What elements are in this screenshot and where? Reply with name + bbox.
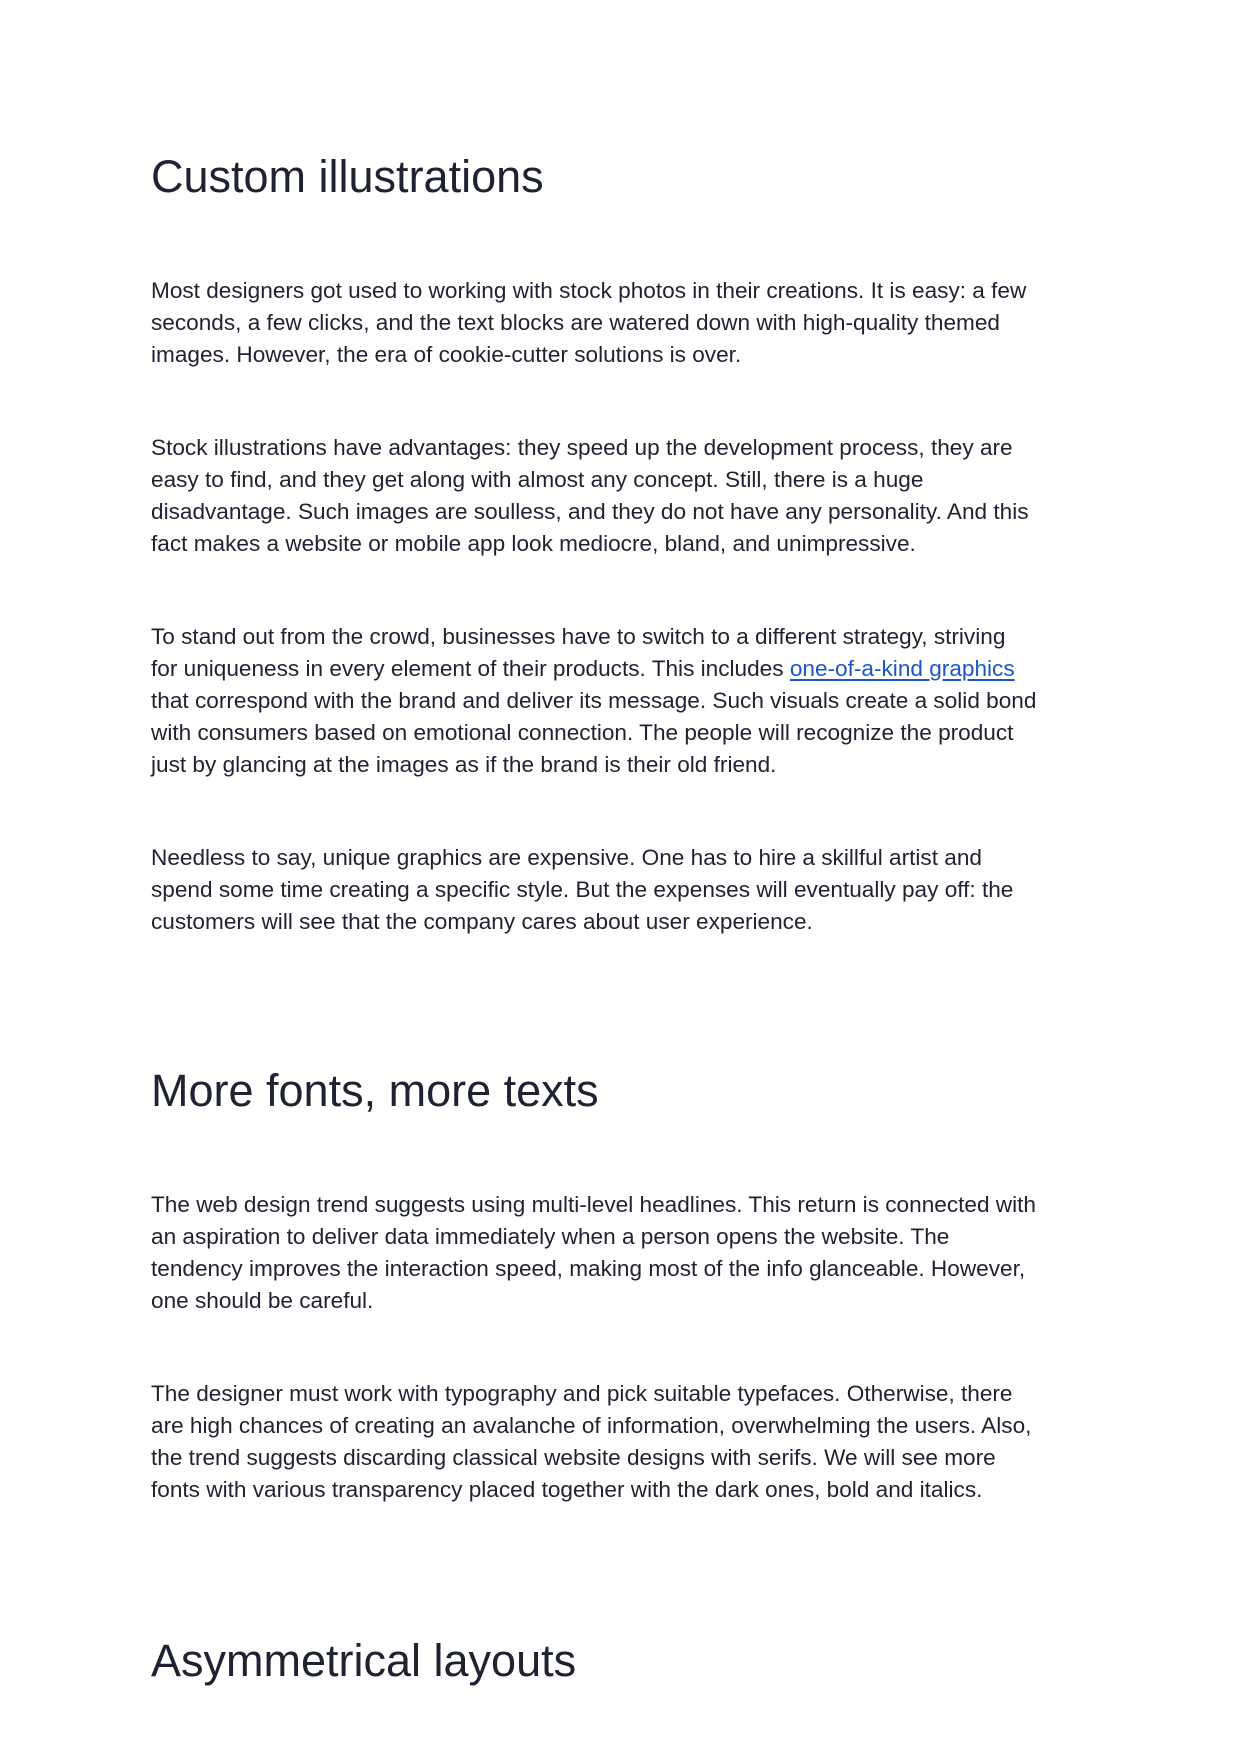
paragraph-multi-level-headlines bbox=[151, 1189, 1101, 1317]
heading-asymmetrical-layouts: Asymmetrical layouts bbox=[151, 1635, 577, 1686]
paragraph-stand-out bbox=[151, 621, 1101, 781]
text-line: images. However, the era of cookie-cutter solutions is over. bbox=[151, 342, 742, 367]
one-of-a-kind-graphics-link[interactable]: one-of-a-kind graphics bbox=[789, 656, 1015, 681]
text-line: The web design trend suggests using multi-level headlines. This return is connected with bbox=[151, 1192, 1036, 1217]
text-line: Most designers got used to working with stock photos in their creations. It is easy: a few bbox=[151, 278, 1027, 303]
text-line: an aspiration to deliver data immediately when a person opens the website. The bbox=[151, 1224, 950, 1249]
text-line: that correspond with the brand and deliver its message. Such visuals create a solid bond bbox=[151, 688, 1037, 713]
text-line: spend some time creating a specific style. But the expenses will eventually pay off: the bbox=[151, 877, 1014, 902]
text-line: seconds, a few clicks, and the text blocks are watered down with high-quality themed bbox=[151, 310, 1000, 335]
paragraph-typography bbox=[151, 1378, 1101, 1506]
heading-custom-illustrations: Custom illustrations bbox=[151, 151, 544, 202]
text-line: easy to find, and they get along with almost any concept. Still, there is a huge bbox=[151, 467, 924, 492]
text-line: To stand out from the crowd, businesses have to switch to a different strategy, striving bbox=[151, 624, 1006, 649]
text-line: The designer must work with typography and pick suitable typefaces. Otherwise, there bbox=[151, 1381, 1013, 1406]
text-line-with-link bbox=[151, 653, 1101, 685]
text-line: are high chances of creating an avalanche of information, overwhelming the users. Also, bbox=[151, 1413, 1032, 1438]
heading-more-fonts: More fonts, more texts bbox=[151, 1065, 599, 1116]
text-line: Stock illustrations have advantages: they speed up the development process, they are bbox=[151, 435, 1013, 460]
text-line: tendency improves the interaction speed, making most of the info glanceable. However, bbox=[151, 1256, 1026, 1281]
text-line: fonts with various transparency placed together with the dark ones, bold and italics. bbox=[151, 1477, 983, 1502]
paragraph-stock-photos bbox=[151, 275, 1101, 371]
text-line: fact makes a website or mobile app look mediocre, bland, and unimpressive. bbox=[151, 531, 916, 556]
text-line: with consumers based on emotional connection. The people will recognize the product bbox=[151, 720, 1014, 745]
text-line: just by glancing at the images as if the brand is their old friend. bbox=[151, 752, 777, 777]
text-line: disadvantage. Such images are soulless, and they do not have any personality. And this bbox=[151, 499, 1029, 524]
text-line: one should be careful. bbox=[151, 1288, 374, 1313]
text-before-link: for uniqueness in every element of their products. This includes bbox=[151, 656, 790, 681]
text-line: customers will see that the company cares about user experience. bbox=[151, 909, 813, 934]
text-line: Needless to say, unique graphics are expensive. One has to hire a skillful artist and bbox=[151, 845, 982, 870]
text-line: the trend suggests discarding classical website designs with serifs. We will see more bbox=[151, 1445, 996, 1470]
paragraph-stock-illustrations bbox=[151, 432, 1101, 560]
paragraph-unique-graphics bbox=[151, 842, 1101, 938]
